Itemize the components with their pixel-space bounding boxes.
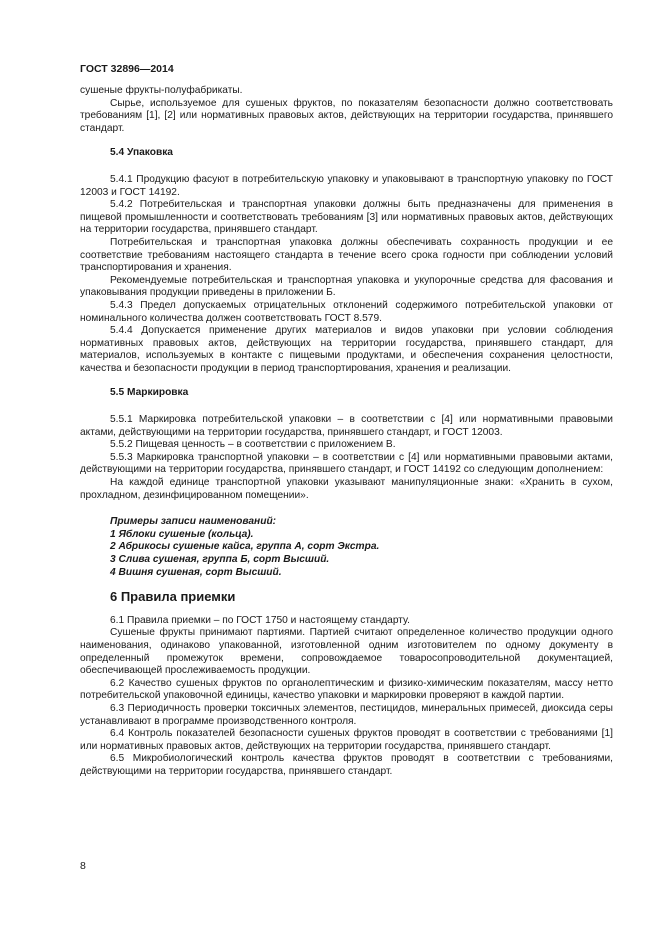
paragraph: 5.4.1 Продукцию фасуют в потребительскую упаковку и упаковывают в транспортную упаковку по ГОСТ 12003 и ГОСТ 14192.: [80, 173, 613, 198]
examples-title: Примеры записи наименований:: [110, 516, 277, 528]
document-body: [80, 85, 613, 779]
example-item: 3 Слива сушеная, группа Б, сорт Высший.: [110, 554, 330, 565]
paragraph: 5.5.3 Маркировка транспортной упаковки – в соответствии с [4] или нормативными правовыми актами, действующими на территории государства, принявшего стандарт, и ГОСТ 14192 со следующим дополнением:: [80, 451, 613, 476]
paragraph: 6.3 Периодичность проверки токсичных элементов, пестицидов, минеральных примесей, диоксида серы устанавливают в программе производственного контроля.: [80, 702, 613, 727]
document-header: ГОСТ 32896—2014: [80, 63, 174, 75]
example-item: 2 Абрикосы сушеные кайса, группа А, сорт Экстра.: [110, 541, 380, 553]
paragraph: сушеные фрукты-полуфабрикаты.: [80, 85, 243, 96]
paragraph: На каждой единице транспортной упаковки указывают манипуляционные знаки: «Хранить в сухом, прохладном, дезинфицированном помещении».: [80, 477, 613, 501]
paragraph: Сырье, используемое для сушеных фруктов, по показателям безопасности должно соответствовать требованиям [1], [2] или нормативных правовых актов, действующих на территории государства, принявшего стандарт.: [80, 97, 613, 134]
examples-block: [80, 516, 613, 579]
paragraph: 6.4 Контроль показателей безопасности сушеных фруктов проводят в соответствии с требованиями [1] или нормативных правовых актов, действующих на территории государства, принявшего стандарт.: [80, 728, 613, 752]
paragraph: 5.4.4 Допускается применение других материалов и видов упаковки при условии соблюдения нормативных правовых актов, действующих на территории государства, принявшего стандарт, для материалов, используемых в контакте с пищевыми продуктами, и обеспечения сохранения целостности, качества и безопасности продукции в период транспортирования, хранения и реализации.: [80, 325, 613, 374]
paragraph: 6.1 Правила приемки – по ГОСТ 1750 и настоящему стандарту.: [110, 614, 410, 626]
paragraph: 6.2 Качество сушеных фруктов по органолептическим и физико-химическим показателям, массу нетто потребительской упаковочной единицы, качество упаковки и маркировки проверяют в каждой партии.: [80, 677, 613, 702]
paragraph: 5.4.3 Предел допускаемых отрицательных отклонений содержимого потребительской упаковки от номинального количества должен соответствовать ГОСТ 8.579.: [80, 299, 613, 324]
paragraph: 5.5.1 Маркировка потребительской упаковки – в соответствии с [4] или нормативными правовыми актами, действующими на территории государства, принявшего стандарт, и ГОСТ 12003.: [80, 414, 613, 438]
paragraph: 5.4.2 Потребительская и транспортная упаковки должны быть предназначены для применения в пищевой промышленности и соответствовать требованиям [3] или нормативных правовых актов, действующих на территории государства, принявшего стандарт.: [80, 199, 613, 236]
paragraph: Сушеные фрукты принимают партиями. Партией считают определенное количество продукции одного наименования, одинаково упакованной, изготовленной одним изготовителем по одному документу в определенный промежуток времени, сопровождаемое товаросопроводительной документацией, обеспечивающей прослеживаемость продукции.: [80, 627, 613, 677]
example-item: 4 Вишня сушеная, сорт Высший.: [110, 566, 282, 578]
section-heading-5-4: 5.4 Упаковка: [110, 147, 173, 159]
paragraph: 6.5 Микробиологический контроль качества фруктов проводят в соответствии с требованиями, действующими на территории государства, принявшего стандарт.: [80, 753, 613, 777]
example-item: 1 Яблоки сушеные (кольца).: [110, 528, 254, 540]
paragraph: Потребительская и транспортная упаковка должны обеспечивать сохранность продукции и ее соответствие требованиям настоящего стандарта в течение всего срока годности при соблюдении условий транспортирования и хранения.: [80, 236, 613, 274]
section-heading-6: 6 Правила приемки: [110, 589, 236, 605]
paragraph: 5.5.2 Пищевая ценность – в соответствии с приложением В.: [110, 439, 396, 451]
page-number: 8: [80, 860, 86, 872]
paragraph: Рекомендуемые потребительская и транспортная упаковка и укупорочные средства для фасования и упаковывания продукции приведены в приложении Б.: [80, 274, 613, 299]
section-heading-5-5: 5.5 Маркировка: [110, 387, 189, 399]
